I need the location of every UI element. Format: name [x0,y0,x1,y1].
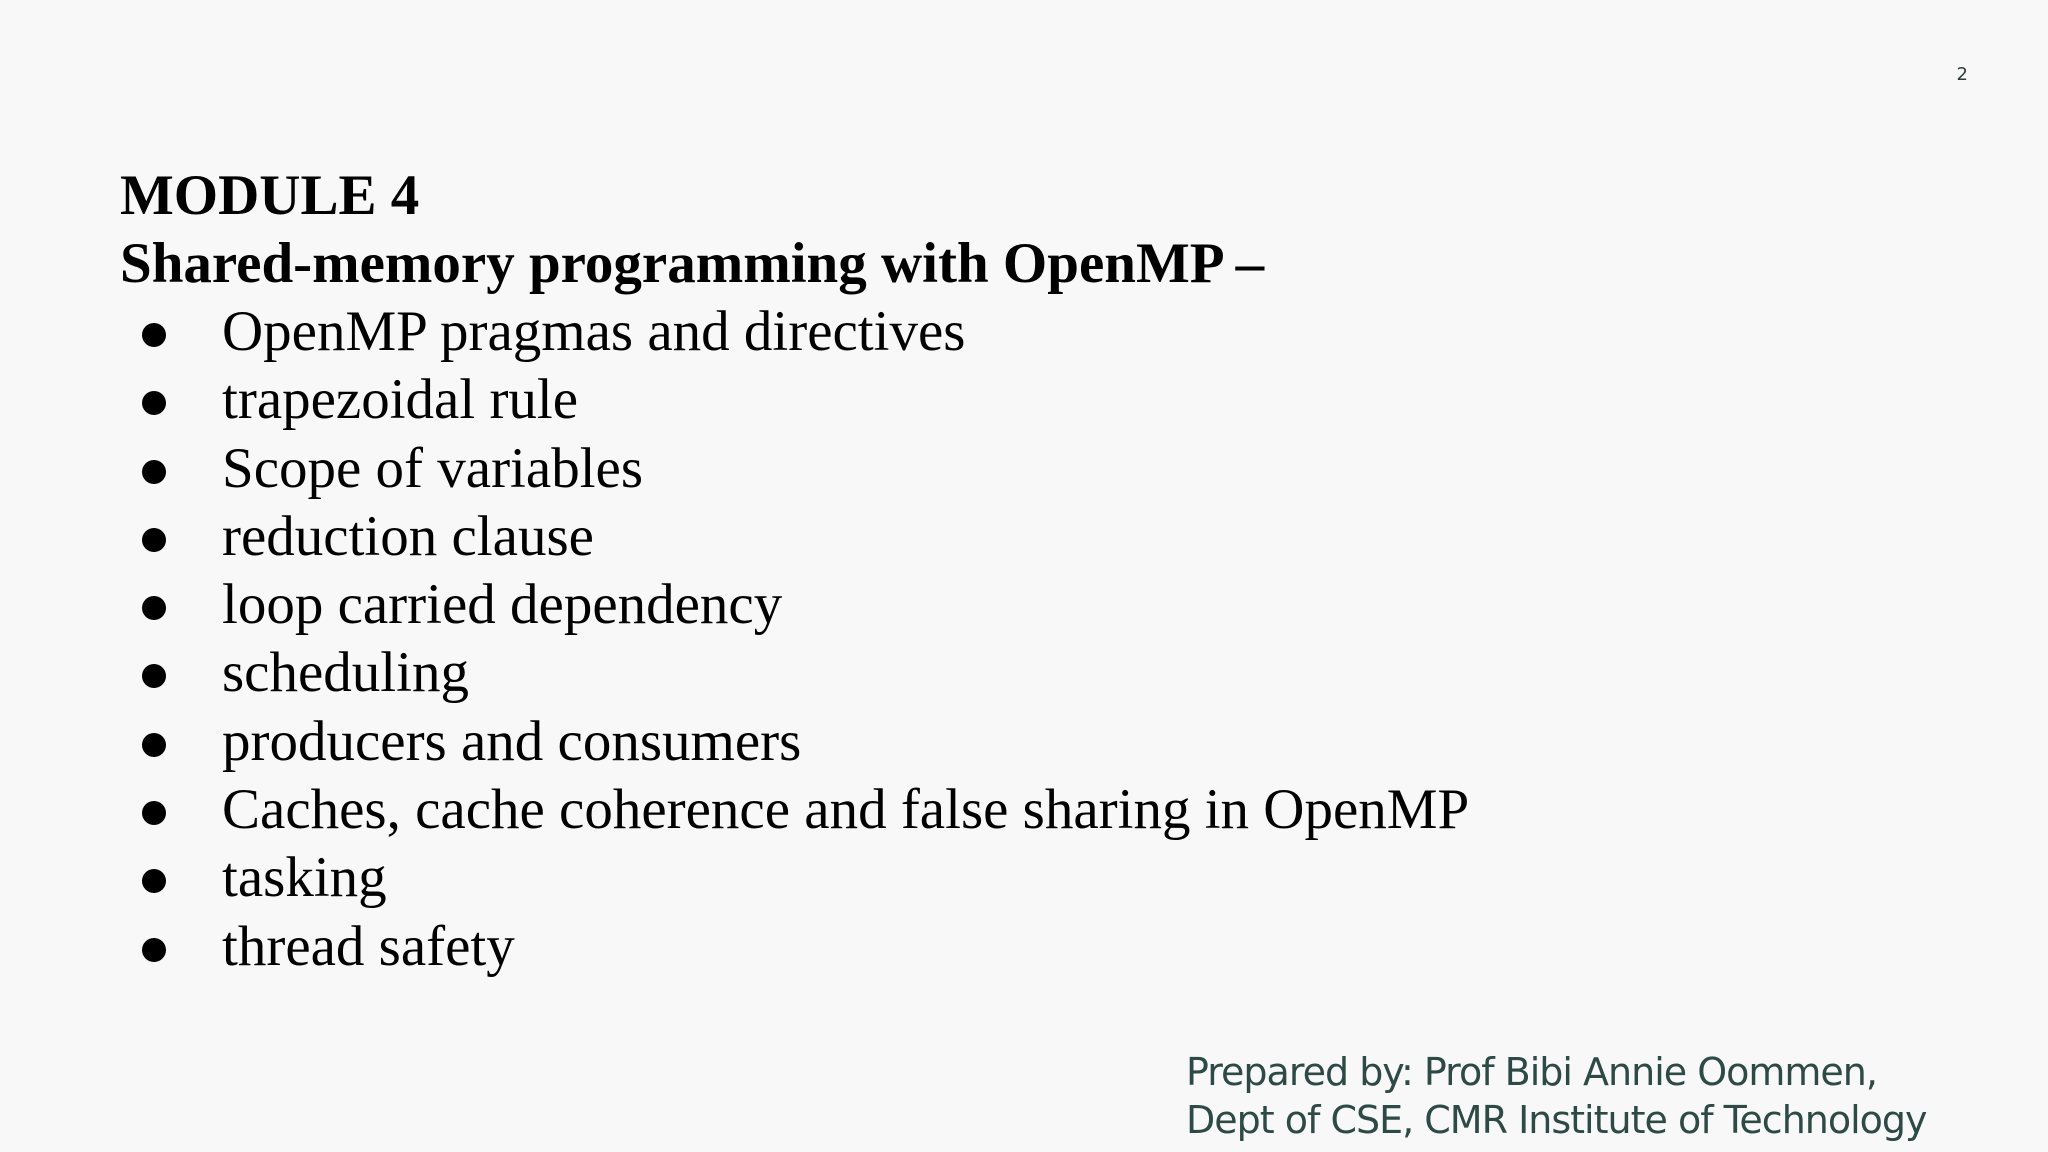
bullet-icon [142,733,166,757]
slide-content [120,162,1880,981]
bullet-icon [142,801,166,825]
topic-item [120,913,1880,981]
topic-label: OpenMP pragmas and directives [222,300,966,363]
footer-prepared-by: Prepared by: Prof Bibi Annie Oommen, [1186,1050,1877,1094]
topic-label: tasking [222,846,387,910]
topic-item [120,571,1880,639]
topic-list [120,298,1880,981]
topic-item [120,366,1880,434]
topic-item [120,503,1880,571]
topic-label: thread safety [222,914,515,978]
page-number: 2 [1956,64,1968,85]
module-title: MODULE 4 [120,164,420,227]
topic-item [120,776,1880,844]
topic-item [120,298,1880,366]
footer-department: Dept of CSE, CMR Institute of Technology [1186,1098,1927,1142]
topic-label: loop carried dependency [222,573,783,637]
topic-item [120,435,1880,503]
topic-item [120,639,1880,707]
topic-label: producers and consumers [222,709,802,773]
bullet-icon [142,664,166,688]
topic-item [120,708,1880,776]
topic-item [120,844,1880,912]
bullet-icon [142,869,166,893]
bullet-icon [142,528,166,552]
bullet-icon [142,938,166,962]
module-subtitle: Shared-memory programming with OpenMP – [120,232,1265,295]
topic-label: Scope of variables [222,436,644,500]
topic-label: trapezoidal rule [222,368,579,432]
topic-label: Caches, cache coherence and false sharing in OpenMP [222,778,1470,842]
topic-label: reduction clause [222,504,594,568]
topic-label: scheduling [222,641,469,705]
bullet-icon [142,391,166,415]
bullet-icon [142,596,166,620]
bullet-icon [142,323,166,347]
bullet-icon [142,460,166,484]
author-footer [1186,1048,2026,1144]
